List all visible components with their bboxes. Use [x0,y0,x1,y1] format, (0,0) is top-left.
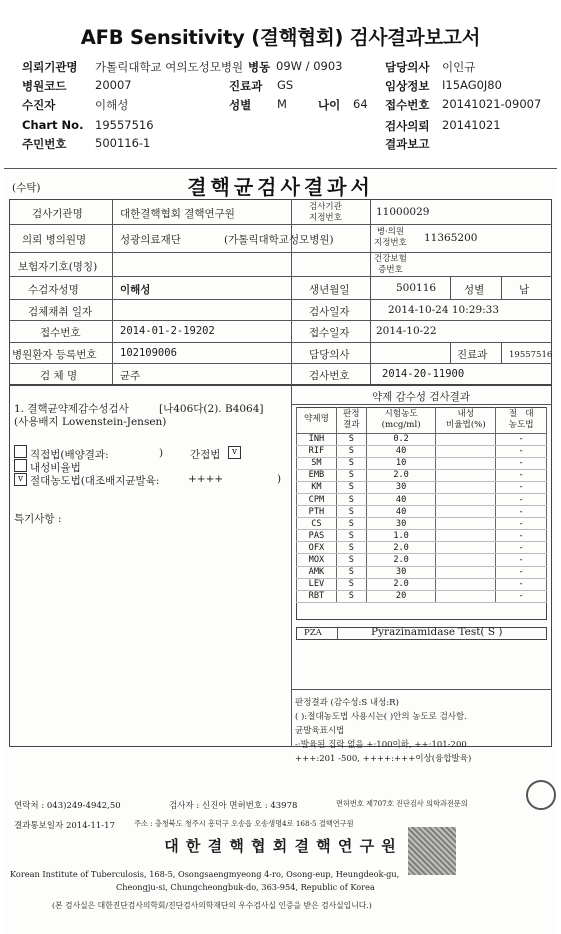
rrn-label: 주민번호 [22,137,67,151]
sensitivity-cell: CS [297,518,337,530]
test-no-value: 2014-20-11900 [382,368,465,380]
sex-label: 성별 [229,98,252,112]
sensitivity-cell [436,542,496,554]
sensitivity-cell: S [336,554,366,566]
institute-seal [408,827,456,875]
hospital-registration-label: 병원환자 등록번호 [12,349,97,361]
hospital-registration-value: 102109006 [120,347,177,359]
sensitivity-cell: - [496,457,547,469]
address-english-1: Korean Institute of Tuberculosis, 168-5, Osongsaengmyeong 4-ro, Osong-eup, Heungdeok-gu, [10,869,400,879]
rrn-value: 500116-1 [95,136,151,150]
sensitivity-cell: - [496,518,547,530]
direct-method-label: 직접법(배양결과: [30,449,109,461]
sensitivity-cell: S [336,542,366,554]
ward-label: 병동 [248,60,271,74]
sensitivity-row [297,578,547,590]
contact: 연락처 : 043)249-4942,50 [14,801,121,811]
sensitivity-cell: CPM [297,493,337,505]
absolute-method-close: ) [277,473,282,485]
judgement-line4: -:발육된 집락 없음 +:100이하, ++:101-200 [295,740,467,750]
pza-value: Pyrazinamidase Test( S ) [371,626,503,638]
round-stamp [526,780,556,810]
sensitivity-cell: AMK [297,566,337,578]
sensitivity-cell: S [336,530,366,542]
sensitivity-cell: 40 [366,506,436,518]
sensitivity-cell: 30 [366,518,436,530]
sensitivity-cell: KM [297,481,337,493]
sensitivity-cell [436,457,496,469]
sensitivity-cell: S [336,506,366,518]
sensitivity-row [297,433,547,445]
sensitivity-row [297,530,547,542]
sensitivity-cell: 0.2 [366,433,436,445]
form-sex-value: 남 [519,284,530,296]
test-date-label: 검사일자 [309,306,350,318]
form-sex-label: 성별 [464,284,485,296]
age-label: 나이 [318,98,341,112]
sensitivity-cell: 20 [366,590,436,602]
request-date-value: 20141021 [442,118,501,132]
sensitivity-cell: INH [297,433,337,445]
sensitivity-cell: - [496,566,547,578]
test-date-value: 2014-10-24 10:29:33 [388,304,500,316]
sensitivity-cell [436,469,496,481]
sensitivity-cell [436,590,496,602]
sensitivity-cell: 40 [366,493,436,505]
clinical-info-value: I15AG0J80 [442,78,502,92]
director: 면허번호 제707호 진단검사 의학과전문의 [336,799,468,808]
examinee-value: 이해성 [120,284,151,296]
sensitivity-cell: 10 [366,457,436,469]
sensitivity-row [297,590,547,602]
sensitivity-row [297,554,547,566]
certification-note: (본 검사실은 대한진단검사의학회/진단검사의학재단의 우수검사실 인증을 받은 검사실입니다.) [52,901,372,910]
sensitivity-table [296,407,547,603]
sensitivity-cell: - [496,590,547,602]
sensitivity-cell: - [496,578,547,590]
sensitivity-cell: LEV [297,578,337,590]
health-insurance-label: 건강보험 증번호 [374,254,407,275]
sex-value: M [277,97,287,111]
sensitivity-cell: 2.0 [366,542,436,554]
attending-doctor-label: 담당의사 [309,349,350,361]
form-dept-value: 19557516 [509,350,553,360]
sensitivity-cell: S [336,518,366,530]
sensitivity-cell: SM [297,457,337,469]
requesting-hospital-sub: (가톨릭대학교성모병원) [224,234,334,246]
direct-method-checkbox [14,445,27,458]
tb-result-form [4,168,557,934]
sensitivity-cell: RBT [297,590,337,602]
lab-name-value: 대한결핵협회 결핵연구원 [120,208,235,220]
sensitivity-cell: - [496,433,547,445]
sensitivity-cell: PTH [297,506,337,518]
sensitivity-cell: - [496,554,547,566]
sensitivity-cell: 30 [366,566,436,578]
sensitivity-header-cell: 약제명 [297,407,337,433]
sensitivity-cell [436,445,496,457]
chart-no-value: 19557516 [95,118,154,132]
sensitivity-header-cell: 내성 비율법(%) [436,407,496,433]
age-value: 64 [353,97,368,111]
specimen-label: 검 체 명 [40,370,78,382]
doctor-value: 이인규 [442,60,476,74]
sensitivity-cell: - [496,469,547,481]
sensitivity-row [297,542,547,554]
address-english-2: Cheongju-si, Chungcheongbuk-do, 363-954, Republic of Korea [116,882,375,892]
lab-id-value: 11000029 [376,206,430,218]
sensitivity-cell: S [336,481,366,493]
hospital-code-label: 병원코드 [22,79,67,93]
sensitivity-cell: - [496,542,547,554]
receipt-date-label: 접수일자 [309,327,350,339]
indirect-method-checkbox: v [228,446,241,459]
hospital-id-value: 11365200 [424,232,478,244]
receipt-date-value: 2014-10-22 [376,325,437,337]
department-value: GS [277,78,294,92]
requesting-hospital-value: 성광의료재단 [120,234,181,246]
sensitivity-row [297,506,547,518]
sensitivity-cell: S [336,469,366,481]
sensitivity-cell: S [336,445,366,457]
ratio-method-label: 내성비율법 [30,462,81,474]
sensitivity-cell: S [336,566,366,578]
sensitivity-cell: 2.0 [366,469,436,481]
receipt-no-label: 접수번호 [40,327,81,339]
sensitivity-cell: - [496,530,547,542]
sensitivity-row [297,445,547,457]
lab-name-label: 검사기관명 [32,208,83,220]
address: 주소 : 충청북도 청주시 흥덕구 오송읍 오송생명4로 168-5 결핵연구원 [134,819,354,828]
sensitivity-header-cell: 절 대 농도법 [496,407,547,433]
examiner: 검사자 : 신진아 면허번호 : 43978 [169,801,298,811]
remarks-label: 특기사항 : [14,513,62,525]
sensitivity-cell [436,433,496,445]
patient-label: 수진자 [22,98,56,112]
sensitivity-row [297,457,547,469]
method-code: [나406다(2). B4064] [159,403,264,415]
judgement-line5: +++:201 -500, ++++:+++이상(융합발육) [295,754,472,764]
request-date-label: 검사의뢰 [385,119,430,133]
judgement-line1: 판정결과 (감수성:S 내성:R) [295,698,399,708]
patient-value: 이해성 [95,98,129,112]
result-report-label: 결과보고 [385,137,430,151]
dob-value: 500116 [396,282,437,294]
method-title: 1. 결핵균약제감수성검사 [14,403,129,415]
accession-label: 접수번호 [385,98,430,112]
collection-date-label: 검체채취 일자 [28,306,93,318]
requesting-org-value: 가톨릭대학교 여의도성모병원 [95,60,244,74]
indirect-method-label: 간접법 [190,449,221,461]
report-title: AFB Sensitivity (결핵협회) 검사결과보고서 [80,26,481,49]
sensitivity-cell [436,578,496,590]
sensitivity-cell [436,493,496,505]
culture-medium: (사용배지 Lowenstein-Jensen) [14,416,167,428]
specimen-value: 균주 [120,370,141,382]
institute-name: 대 한 결 핵 협 회 결 핵 연 구 원 [164,837,397,855]
sensitivity-cell: - [496,445,547,457]
department-label: 진료과 [229,79,263,93]
sensitivity-cell [436,506,496,518]
requesting-hospital-label: 의뢰 병의원명 [22,234,87,246]
sensitivity-row [297,518,547,530]
dob-label: 생년월일 [309,284,350,296]
sensitivity-cell: S [336,457,366,469]
receipt-no-value: 2014-01-2-19202 [120,325,215,337]
judgement-line2: ( ):절대농도법 사용시는( )안의 농도로 검사함. [295,712,467,722]
sensitivity-cell: PAS [297,530,337,542]
form-title: 결핵균검사결과서 [187,175,374,199]
sensitivity-cell: MOX [297,554,337,566]
sensitivity-cell [436,518,496,530]
absolute-method-label: 절대농도법(대조배지균발육: [30,475,160,487]
sensitivity-cell: - [496,493,547,505]
examinee-label: 수검자성명 [28,284,79,296]
pza-label: PZA [304,628,322,638]
sensitivity-cell: 30 [366,481,436,493]
sensitivity-cell: - [496,481,547,493]
chart-no-label: Chart No. [22,118,84,132]
sensitivity-row [297,566,547,578]
sensitivity-cell: RIF [297,445,337,457]
requesting-org-label: 의뢰기관명 [22,60,78,74]
sensitivity-cell: - [496,506,547,518]
sensitivity-row [297,493,547,505]
report-date: 결과통보일자 2014-11-17 [14,821,115,831]
sensitivity-cell [436,566,496,578]
sensitivity-cell: 1.0 [366,530,436,542]
direct-method-close: ) [159,447,164,459]
form-dept-label: 진료과 [457,349,488,361]
sensitivity-cell: S [336,578,366,590]
sensitivity-cell: 40 [366,445,436,457]
sensitivity-header-cell: 판정 결과 [336,407,366,433]
sensitivity-cell: S [336,590,366,602]
ward-value: 09W / 0903 [276,59,343,73]
sensitivity-cell: 2.0 [366,554,436,566]
sensitivity-cell [436,530,496,542]
judgement-line3: 균발육표시법 [295,726,345,736]
sensitivity-cell: 2.0 [366,578,436,590]
hospital-code-value: 20007 [95,78,132,92]
sensitivity-header-cell: 시험농도 (mcg/ml) [366,407,436,433]
lab-id-label: 검사기관 지정번호 [309,202,342,223]
control-growth-value: ++++ [188,473,224,485]
doctor-label: 담당의사 [385,60,430,74]
sensitivity-cell: EMB [297,469,337,481]
test-no-label: 검사번호 [309,370,350,382]
absolute-method-checkbox: v [14,473,27,486]
sensitivity-row [297,481,547,493]
sensitivity-title: 약제 감수성 검사결과 [372,391,470,403]
sensitivity-cell: S [336,433,366,445]
clinical-info-label: 임상정보 [385,79,430,93]
hospital-id-label: 병·의원 지정번호 [374,227,407,248]
accession-value: 20141021-09007 [442,97,542,111]
sensitivity-cell: OFX [297,542,337,554]
sensitivity-cell [436,481,496,493]
insurer-label: 보험자기호(명칭) [18,261,98,273]
form-corner-tag: (수탁) [12,182,41,194]
sensitivity-row [297,469,547,481]
sensitivity-cell [436,554,496,566]
ratio-method-checkbox [14,459,27,472]
sensitivity-cell: S [336,493,366,505]
